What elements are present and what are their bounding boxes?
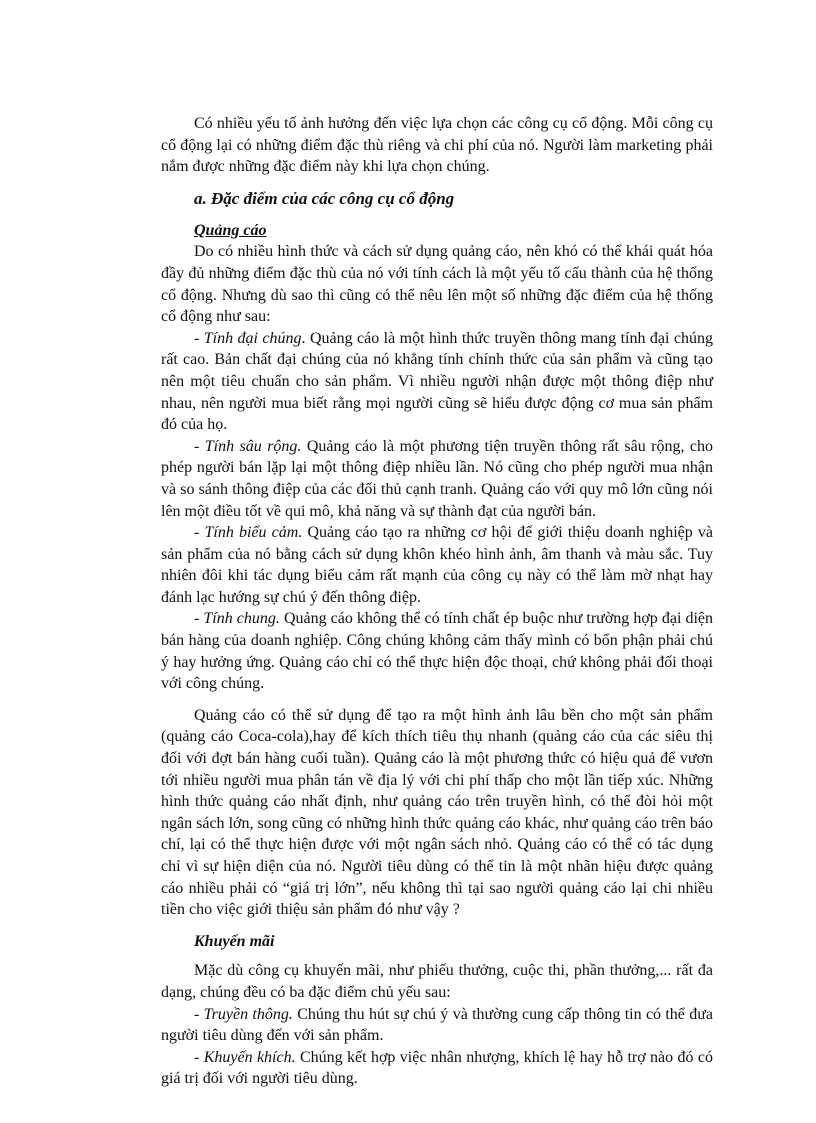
item-term: Tính sâu rộng. bbox=[204, 437, 302, 455]
item-prefix: - bbox=[194, 610, 204, 628]
quang-cao-item-bieu-cam bbox=[161, 522, 713, 608]
khuyen-mai-intro: Mặc dù công cụ khuyến mãi, như phiếu thưởng, cuộc thi, phần thưởng,... rất đa dạng, chúng đều có ba đặc điểm chủ yếu sau: bbox=[161, 962, 713, 1001]
item-text: . Quảng cáo là một hình thức truyền thông mang tính đại chúng rất cao. Bản chất đại chúng của nó khẳng tính chính thức của sản phẩm và cũng tạo nên một tiêu chuẩn cho sản phẩm. Vì nhiều người nhận được một thông điệp như nhau, nên người mua biết rằng mọi người cũng sẽ hiểu được động cơ mua sản phẩm đó của họ. bbox=[161, 329, 714, 434]
item-text: Quảng cáo là một phương tiện truyền thông rất sâu rộng, cho phép người bán lặp lại một thông điệp nhiều lần. Nó cũng cho phép người mua nhận và so sánh thông điệp của các đối thủ cạnh tranh. Quảng cáo với quy mô lớn cũng nói lên một điều tốt về qui mô, khả năng và sự thành đạt của người bán. bbox=[161, 437, 714, 520]
quang-cao-item-sau-rong bbox=[161, 436, 713, 522]
item-term: Tính chung. bbox=[203, 610, 280, 628]
quang-cao-item-chung bbox=[161, 608, 713, 694]
item-prefix: - bbox=[194, 329, 204, 347]
intro-paragraph: Có nhiều yếu tố ảnh hưởng đến việc lựa chọn các công cụ cổ động. Mỗi công cụ cổ động lại có những điểm đặc thù riêng và chi phí của nó. Người làm marketing phải nắm được những đặc điểm này khi lựa chọn chúng. bbox=[161, 115, 713, 176]
item-prefix: - bbox=[194, 524, 205, 542]
khuyen-mai-item-khuyen-khich bbox=[161, 1047, 713, 1090]
item-prefix: - bbox=[194, 1048, 204, 1066]
item-text: Chúng kết hợp việc nhân nhượng, khích lệ hay hỗ trợ nào đó có giá trị đối với người tiêu dùng. bbox=[161, 1048, 713, 1088]
item-term: Khuyến khích. bbox=[203, 1048, 296, 1066]
quang-cao-intro: Do có nhiều hình thức và cách sử dụng quảng cáo, nên khó có thể khái quát hóa đầy đủ những điểm đặc thù của nó với tính cách là một yếu tố cấu thành của hệ thống cổ động. Nhưng dù sao thì cũng có thể nêu lên một số những đặc điểm của hệ thống cổ động như sau: bbox=[161, 243, 713, 326]
item-text: Quảng cáo không thể có tính chất ép buộc như trường hợp đại diện bán hàng của doanh nghiệp. Công chúng không cảm thấy mình có bổn phận phải chú ý hay hưởng ứng. Quảng cáo chỉ có thể thực hiện độc thoại, chứ không phải đối thoại với công chúng. bbox=[161, 610, 713, 693]
document-page bbox=[161, 113, 713, 1090]
item-text: Quảng cáo tạo ra những cơ hội để giới thiệu doanh nghiệp và sản phẩm của nó bằng cách sử dụng khôn khéo hình ảnh, âm thanh và màu sắc. Tuy nhiên đôi khi tác dụng biểu cảm rất mạnh của công cụ này có thể làm mờ nhạt hay đánh lạc hướng sự chú ý đến thông điệp. bbox=[161, 524, 714, 606]
khuyen-mai-item-truyen-thong bbox=[161, 1004, 713, 1047]
quang-cao-heading: Quảng cáo bbox=[194, 221, 267, 239]
quang-cao-item-dai-chung bbox=[161, 328, 713, 436]
item-text: Chúng thu hút sự chú ý và thường cung cấp thông tin có thể đưa người tiêu dùng đến với sản phẩm. bbox=[161, 1005, 714, 1045]
item-prefix: - bbox=[194, 1005, 204, 1023]
item-prefix: - bbox=[194, 437, 205, 455]
item-term: Tính đại chúng bbox=[203, 329, 302, 347]
khuyen-mai-heading: Khuyến mãi bbox=[194, 932, 275, 950]
item-term: Truyền thông. bbox=[203, 1005, 293, 1023]
section-a-heading: a. Đặc điểm của các công cụ cổ động bbox=[194, 188, 455, 208]
quang-cao-summary: Quảng cáo có thể sử dụng để tạo ra một hình ảnh lâu bền cho một sản phẩm (quảng cáo Coca-cola),hay để kích thích tiêu thụ nhanh (quảng cáo của các siêu thị đối với đợt bán hàng cuối tuần). Quảng cáo là một phương thức có hiệu quả để vươn tới nhiều người mua phân tán về địa lý với chi phí thấp cho một lần tiếp xúc. Những hình thức quảng cáo nhất định, như quảng cáo trên truyền hình, có thể đòi hỏi một ngân sách lớn, song cũng có những hình thức quảng cáo khác, như quảng cáo trên báo chí, lại có thể thực hiện được với một ngân sách nhỏ. Quảng cáo có thể có tác dụng chỉ vì sự hiện diện của nó. Người tiêu dùng có thể tin là một nhãn hiệu được quảng cáo nhiều phải có “giá trị lớn”, nếu không thì tại sao người quảng cáo lại chi nhiều tiền cho việc giới thiệu sản phẩm đó như vậy ? bbox=[161, 706, 713, 919]
item-term: Tính biểu cảm. bbox=[204, 524, 303, 542]
